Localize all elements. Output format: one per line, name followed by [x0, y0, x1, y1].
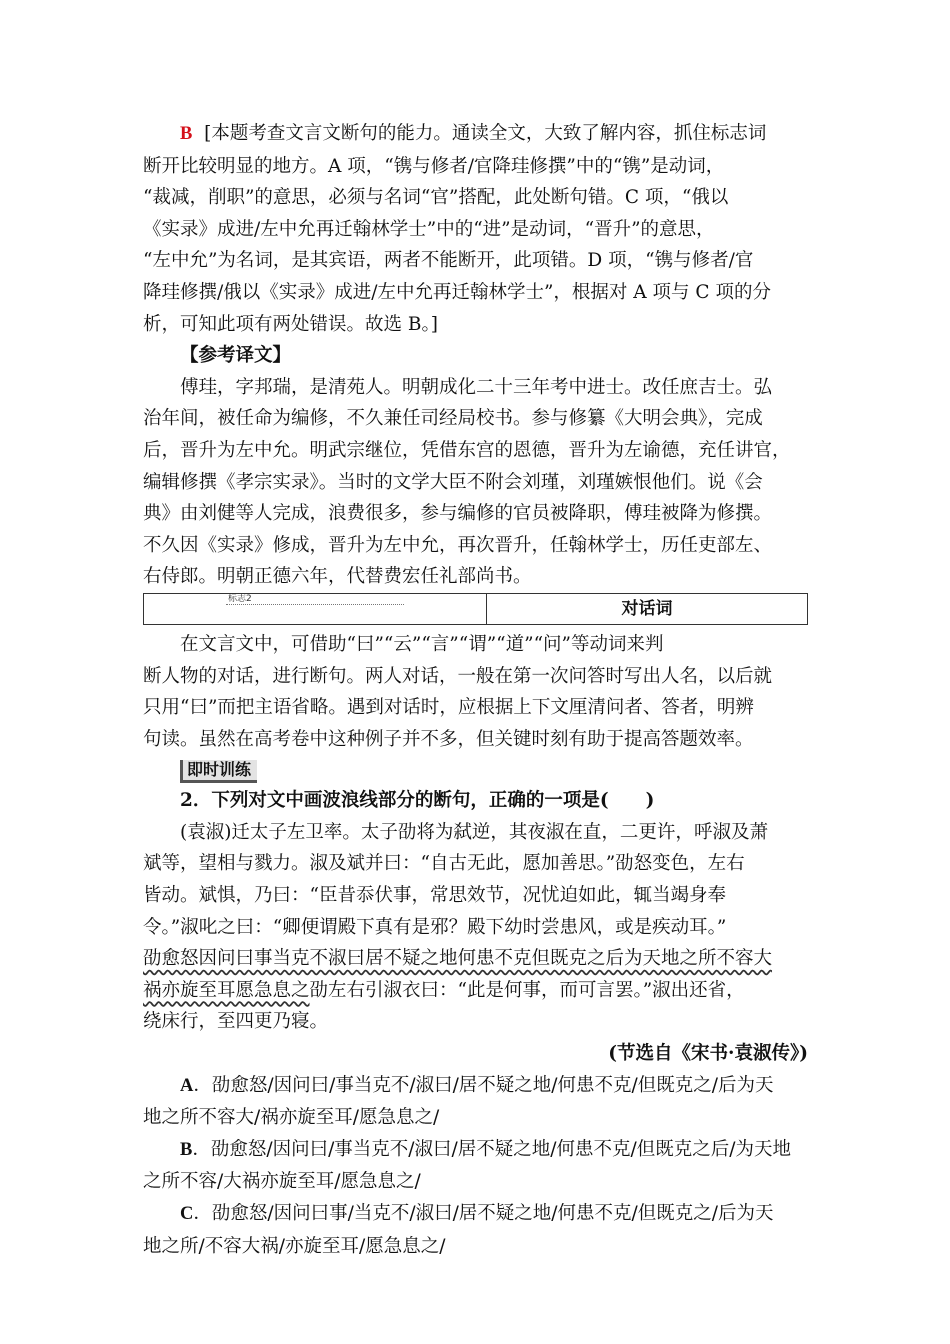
passage-line: 斌等，望相与戮力。淑及斌并曰：“自古无此，愿加善思。”劭怒变色，左右: [143, 853, 745, 875]
passage-line: 皆动。斌惧，乃曰：“臣昔忝伏事，常思效节，况忧迫如此，辄当竭身奉: [143, 885, 726, 907]
document-page: [143, 118, 808, 1262]
translation-line: 治年间，被任命为编修，不久兼任司经局校书。参与修纂《大明会典》，完成: [143, 408, 763, 430]
marker-table-heading: 对话词: [621, 598, 673, 619]
answer-line: 析，可知此项有两处错误。故选 B。]: [143, 313, 438, 335]
answer-line: B [本题考查文言文断句的能力。通读全文，大致了解内容，抓住标志词: [180, 123, 767, 144]
passage-line: 绕床行，至四更乃寝。: [143, 1011, 329, 1033]
answer-letter: B: [180, 124, 193, 144]
passage-line: 令。”淑叱之曰：“卿便谓殿下真有是邪？殿下幼时尝患风，或是疾动耳。”: [143, 916, 727, 938]
translation-line: 右侍郎。明朝正德六年，代替费宏任礼部尚书。: [143, 566, 532, 588]
note-line: 句读。虽然在高考卷中这种例子并不多，但关键时刻有助于提高答题效率。: [143, 728, 754, 750]
translation-line: 后，晋升为左中允。明武宗继位，凭借东宫的恩德，晋升为左谕德，充任讲官，: [143, 439, 791, 461]
marker-table-left-cell: [144, 594, 487, 624]
marker-table: [143, 593, 808, 625]
translation-title: 【参考译文】: [180, 345, 292, 367]
option-a-cont: 地之所不容大/祸亦旋至耳/愿急息之/: [143, 1107, 440, 1129]
note-line: 只用“曰”而把主语省略。遇到对话时，应根据上下文厘清问者、答者，明辨: [143, 697, 754, 719]
option-a: A．劭愈怒/因问曰/事当克不/淑曰/居不疑之地/何患不克/但既克之/后为天: [180, 1074, 774, 1096]
wavy-segment: 劭愈怒因问曰事当克不淑曰居不疑之地何患不克但既克之后为天地之所不容大: [143, 948, 773, 970]
translation-line: 典》由刘健等人完成，浪费很多，参与编修的官员被降职，傅珪被降为修撰。: [143, 503, 773, 525]
marker-tag: 标志2: [226, 594, 404, 605]
answer-line: 《实录》成进/左中允再迁翰林学士”中的“进”是动词，“晋升”的意思，: [143, 218, 715, 240]
translation-line: 不久因《实录》修成，晋升为左中允，再次晋升，任翰林学士，历任吏部左、: [143, 534, 773, 556]
passage-line: (袁淑)迁太子左卫率。太子劭将为弑逆，其夜淑在直，二更许，呼淑及萧: [180, 821, 768, 843]
wavy-segment: 祸亦旋至耳愿急息之: [143, 979, 310, 1001]
answer-line: 断开比较明显的地方。A 项，“镌与修者/官降珪修撰”中的“镌”是动词，: [143, 155, 725, 177]
option-c: C．劭愈怒/因问曰事/当克不/淑曰/居不疑之地/何患不克/但既克之/后为天: [180, 1203, 774, 1224]
answer-line: “左中允”为名词，是其宾语，两者不能断开，此项错。D 项，“镌与修者/官: [143, 250, 754, 272]
drill-row: [143, 755, 808, 785]
answer-line: 降珪修撰/俄以《实录》成进/左中允再迁翰林学士”，根据对 A 项与 C 项的分: [143, 281, 771, 303]
translation-line: 编辑修撰《孝宗实录》。当时的文学大臣不附会刘瑾，刘瑾嫉恨他们。说《会: [143, 471, 763, 493]
option-b-cont: 之所不容/大祸亦旋至耳/愿急息之/: [143, 1171, 421, 1193]
option-c-cont: 地之所/不容大祸/亦旋至耳/愿急息之/: [143, 1235, 446, 1257]
note-line: 断人物的对话，进行断句。两人对话，一般在第一次问答时写出人名，以后就: [143, 665, 773, 687]
drill-label: 即时训练: [180, 760, 257, 783]
passage-line-wavy: 祸亦旋至耳愿急息之劭左右引淑衣曰：“此是何事，而可言罢。”淑出还省，: [143, 979, 745, 1001]
passage-source: (节选自《宋书·袁淑传》): [608, 1043, 808, 1065]
option-b: B．劭愈怒/因问曰/事当克不/淑曰/居不疑之地/何患不克/但既克之后/为天地: [180, 1138, 791, 1160]
question-stem: 2．下列对文中画波浪线部分的断句，正确的一项是( ): [180, 790, 655, 812]
passage-line-wavy: [143, 943, 808, 975]
translation-line: 傅珪，字邦瑞，是清苑人。明朝成化二十三年考中进士。改任庶吉士。弘: [180, 376, 773, 398]
answer-line: “裁减，削职”的意思，必须与名词“官”搭配，此处断句错。C 项，“俄以: [143, 187, 729, 209]
note-line: 在文言文中，可借助“曰”“云”“言”“谓”“道”“问”等动词来判: [180, 633, 664, 655]
